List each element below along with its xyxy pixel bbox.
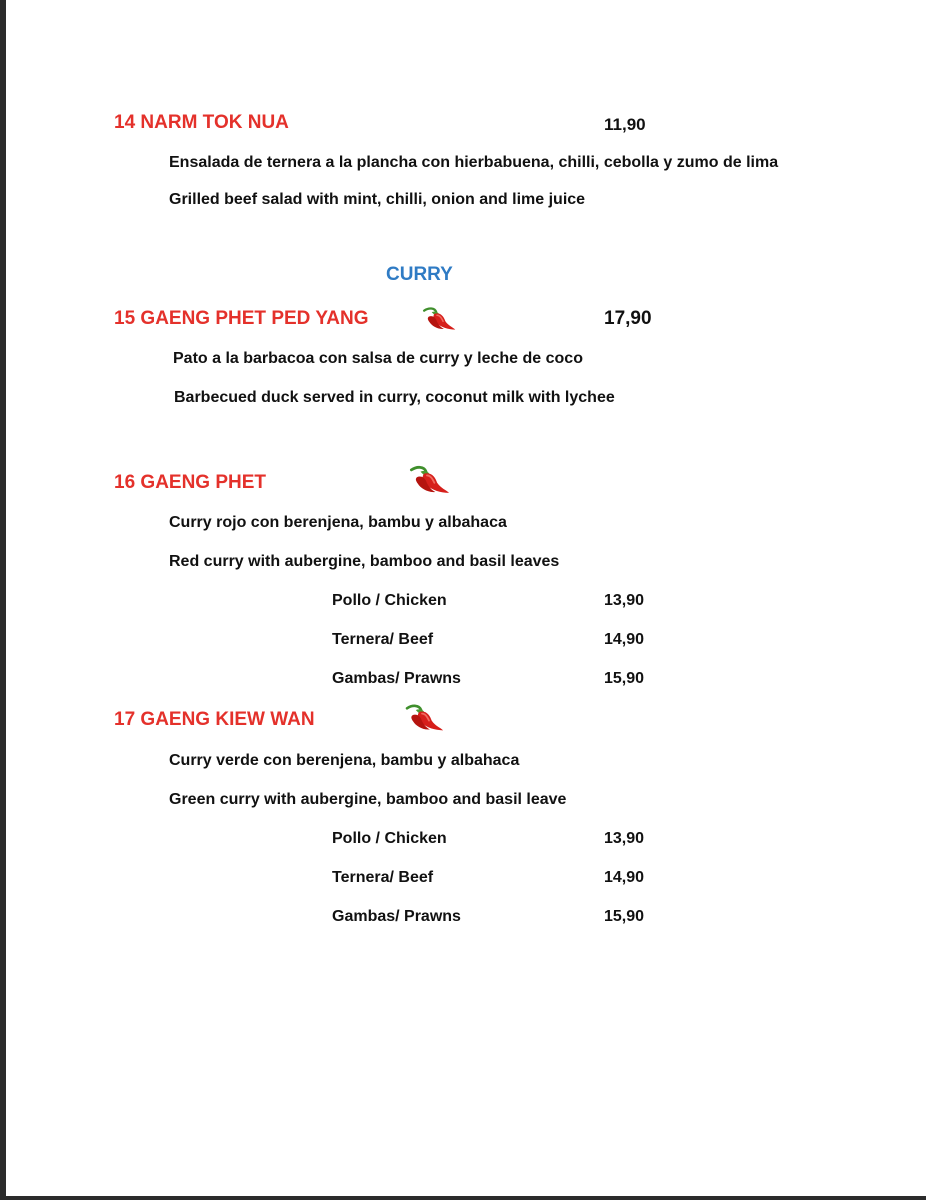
dish-description-es: Ensalada de ternera a la plancha con hierbabuena, chilli, cebolla y zumo de lima (169, 154, 779, 171)
dish-price: 11,90 (604, 115, 646, 134)
option-label: Ternera/ Beef (332, 869, 434, 886)
red-chili-pepper-icon (400, 702, 444, 734)
option-price: 13,90 (604, 830, 645, 847)
dish-description-en: Green curry with aubergine, bamboo and basil leave (169, 791, 567, 808)
menu-page (6, 0, 926, 1196)
dish-description-en: Red curry with aubergine, bamboo and basil leaves (169, 553, 560, 570)
dish-description-en: Grilled beef salad with mint, chilli, onion and lime juice (169, 191, 586, 208)
dish-description-es: Curry rojo con berenjena, bambu y albahaca (169, 514, 507, 531)
red-chili-pepper-icon (418, 305, 456, 333)
option-label: Gambas/ Prawns (332, 908, 461, 925)
dish-description-es: Curry verde con berenjena, bambu y albahaca (169, 752, 520, 769)
section-heading-curry: CURRY (386, 264, 453, 285)
dish-title: 15 GAENG PHET PED YANG (114, 308, 369, 329)
dish-description-en: Barbecued duck served in curry, coconut milk with lychee (174, 389, 615, 406)
option-price: 14,90 (604, 869, 645, 886)
option-label: Ternera/ Beef (332, 631, 434, 648)
dish-price: 17,90 (604, 308, 652, 329)
option-label: Pollo / Chicken (332, 830, 447, 847)
dish-title: 17 GAENG KIEW WAN (114, 709, 315, 730)
option-price: 13,90 (604, 592, 645, 609)
option-price: 15,90 (604, 670, 645, 687)
option-label: Pollo / Chicken (332, 592, 447, 609)
option-price: 15,90 (604, 908, 645, 925)
dish-description-es: Pato a la barbacoa con salsa de curry y leche de coco (173, 350, 583, 367)
option-label: Gambas/ Prawns (332, 670, 461, 687)
dish-title: 16 GAENG PHET (114, 472, 267, 493)
dish-title: 14 NARM TOK NUA (114, 112, 289, 133)
option-price: 14,90 (604, 631, 645, 648)
red-chili-pepper-icon (404, 464, 450, 496)
